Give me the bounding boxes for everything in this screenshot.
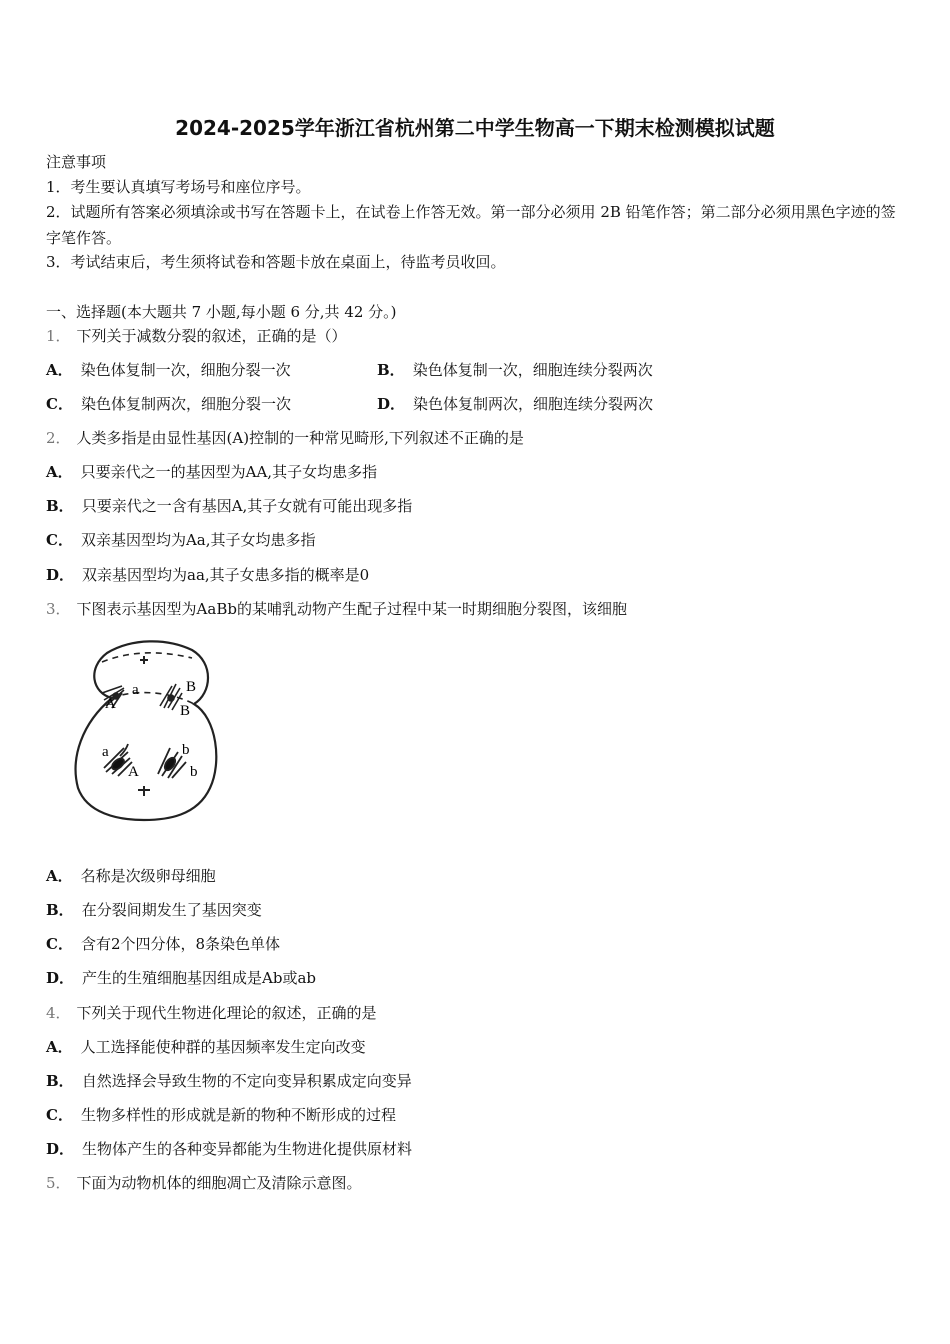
centriole-bottom (138, 786, 150, 796)
q3-option-c[interactable]: C． 含有2个四分体，8条染色单体 (46, 935, 281, 953)
gene-label: B (186, 679, 197, 695)
question-number: 3． (46, 600, 71, 618)
q4-option-d[interactable]: D． 生物体产生的各种变异都能为生物进化提供原材料 (46, 1140, 413, 1158)
gene-label: b (182, 742, 190, 758)
notice-item-1: 1．考生要认真填写考场号和座位序号。 (46, 178, 311, 196)
q3-option-b[interactable]: B． 在分裂间期发生了基因突变 (46, 901, 262, 919)
q1-option-a[interactable]: A． 染色体复制一次，细胞分裂一次 (46, 361, 291, 379)
notice-item-2: 2．试题所有答案必须填涂或书写在答题卡上，在试卷上作答无效。第一部分必须用 2B 铅笔作答；第二部分必须用黑色字迹的签字笔作答。 (46, 203, 896, 247)
q4-option-b[interactable]: B． 自然选择会导致生物的不定向变异积累成定向变异 (46, 1072, 412, 1090)
cell-membrane (76, 641, 217, 820)
question-5-stem: 5． 下面为动物机体的细胞凋亡及清除示意图。 (46, 1174, 362, 1192)
gene-label: B (180, 703, 191, 719)
notice-heading: 注意事项 (46, 153, 107, 171)
centriole-top (140, 656, 148, 664)
q1-option-d[interactable]: D． 染色体复制两次，细胞连续分裂两次 (377, 395, 654, 413)
cell-division-figure (72, 638, 220, 823)
notice-item-3: 3．考试结束后，考生须将试卷和答题卡放在桌面上，待监考员收回。 (46, 253, 506, 271)
gene-label: b (190, 764, 198, 780)
question-2-stem: 2． 人类多指是由显性基因(A)控制的一种常见畸形,下列叙述不正确的是 (46, 429, 524, 447)
question-number: 1． (46, 327, 71, 345)
q1-option-b[interactable]: B． 染色体复制一次，细胞连续分裂两次 (377, 361, 653, 379)
q2-option-d[interactable]: D． 双亲基因型均为aa,其子女患多指的概率是0 (46, 566, 370, 584)
gene-label: A (128, 764, 139, 780)
question-number: 4． (46, 1004, 71, 1022)
page-title: 2024-2025学年浙江省杭州第二中学生物高一下期末检测模拟试题 (175, 116, 775, 140)
section-heading: 一、选择题(本大题共 7 小题,每小题 6 分,共 42 分。) (46, 303, 397, 321)
question-number: 5． (46, 1174, 71, 1192)
question-number: 2． (46, 429, 71, 447)
question-4-stem: 4． 下列关于现代生物进化理论的叙述，正确的是 (46, 1004, 377, 1022)
q4-option-c[interactable]: C． 生物多样性的形成就是新的物种不断形成的过程 (46, 1106, 396, 1124)
q2-option-a[interactable]: A． 只要亲代之一的基因型为AA,其子女均患多指 (46, 463, 378, 481)
gene-label: A (105, 696, 116, 712)
gene-label: a (102, 744, 109, 760)
q2-option-b[interactable]: B． 只要亲代之一含有基因A,其子女就有可能出现多指 (46, 497, 413, 515)
q4-option-a[interactable]: A． 人工选择能使种群的基因频率发生定向改变 (46, 1038, 366, 1056)
q1-option-c[interactable]: C． 染色体复制两次，细胞分裂一次 (46, 395, 291, 413)
question-1-stem: 1． 下列关于减数分裂的叙述，正确的是（） (46, 327, 347, 345)
q3-option-a[interactable]: A． 名称是次级卵母细胞 (46, 867, 216, 885)
question-3-stem: 3． 下图表示基因型为AaBb的某哺乳动物产生配子过程中某一时期细胞分裂图，该细胞 (46, 600, 627, 618)
q2-option-c[interactable]: C． 双亲基因型均为Aa,其子女均患多指 (46, 531, 316, 549)
gene-label: a (132, 682, 139, 698)
q3-option-d[interactable]: D． 产生的生殖细胞基因组成是Ab或ab (46, 969, 316, 987)
